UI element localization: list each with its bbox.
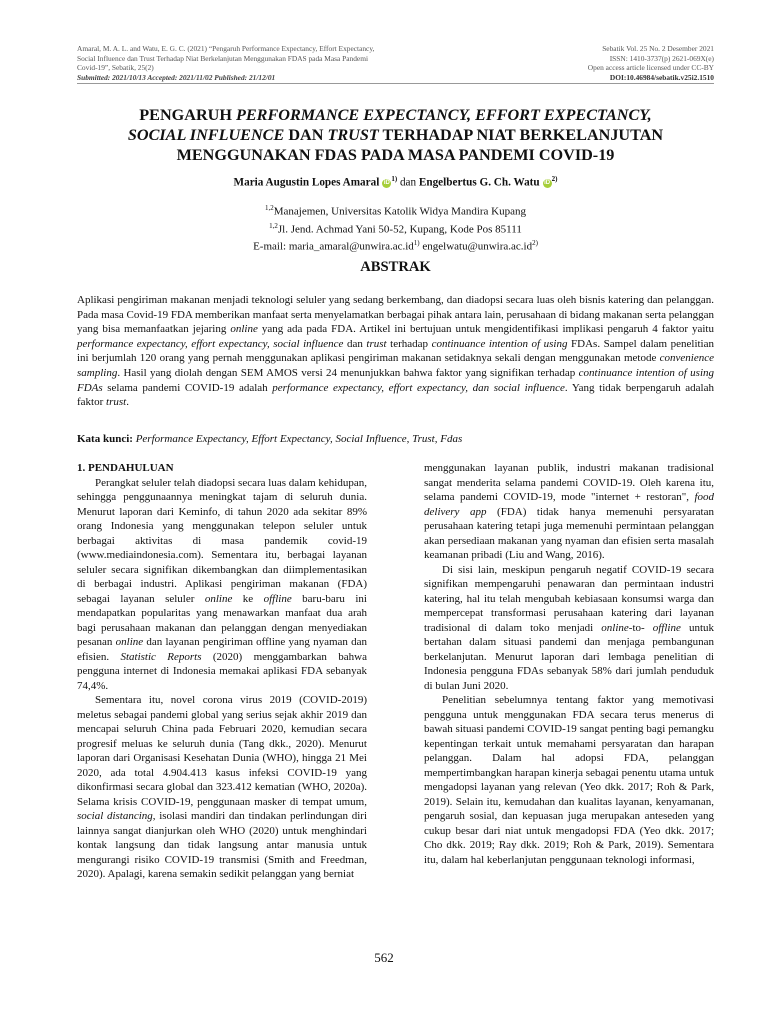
body-text: Perangkat seluler telah diadopsi secara luas dalam kehidupan, sehingga penggunaannya meningkat tajam di seluruh dunia. Menurut laporan dari Keminfo, di tahun 2020 ada sekitar 89% orang Indonesia yang menggunakan telepon seluler untuk berbagai aktivitas di masa pandemik covid-19 (www.mediaindonesia.com). Sementara itu, berbagai layanan seluler secara signifikan dikembangkan dan diimplementasikan di berbagai industri. Aplikasi pengiriman makanan (FDA) sebagai layanan seluler xyxy=(77,476,367,605)
title-text: PENGARUH xyxy=(139,106,236,124)
body-italic: social distancing xyxy=(77,810,153,822)
body-text: (FDA) tidak hanya memenuhi persyaratan perusahaan katering tetapi juga memenuhi permintaan pelanggan akan persediaan makanan yang nyaman dan efisien serta masalah keamanan pribadi (Liu and Wang, 2016). xyxy=(424,505,714,561)
affil-sup: 2) xyxy=(532,239,538,248)
paper-title xyxy=(77,105,714,165)
keywords xyxy=(77,432,714,447)
body-italic: offline xyxy=(263,592,292,605)
affil-institution: Manajemen, Universitas Katolik Widya Mandira Kupang xyxy=(273,205,527,218)
affil-sup: 1,2 xyxy=(269,221,278,230)
abstract-text: yang ada pada FDA. Artikel ini bertujuan untuk mengidentifikasi implikasi pengaruh 4 faktor yaitu xyxy=(257,323,714,336)
author-sup: 1) xyxy=(391,175,398,183)
title-text-italic: PERFORMANCE EXPECTANCY, EFFORT EXPECTANCY, xyxy=(235,106,652,124)
body-italic: online xyxy=(601,621,629,634)
abstract-text: Aplikasi pengiriman makanan menjadi teknologi seluler yang sedang berkembang, dan diadopsi secara luas oleh bisnis katering dan pelanggan. Pada masa Covid-19 FDA memberikan manfaat serta menyelamatkan berbagai pihak antara lain, perusahaan di bidang makanan serta pelanggan yang bisa memanfaatkan jejaring xyxy=(77,294,714,336)
right-column xyxy=(424,461,714,867)
left-column xyxy=(77,461,367,882)
body-text: menggunakan layanan publik, industri makanan tradisional sangat menderita selama pandemi COVID-19. Oleh karena itu, selama pandemi COVID-19, mode "internet + restoran", xyxy=(424,462,714,503)
orcid-icon[interactable]: iD xyxy=(383,179,390,186)
abstract-italic: online xyxy=(230,323,258,336)
abstract-text: FDAs. Sampel dalam penelitian ini berjumlah 120 orang yang pernah menggunakan aplikasi pengiriman makanan setidaknya sekali dengan menggunakan metode xyxy=(77,337,714,365)
abstract-italic: trust xyxy=(366,337,387,350)
journal-issn: ISSN: 1410-3737(p) 2621-069X(e) xyxy=(609,53,714,63)
keywords-label: Kata kunci: xyxy=(77,433,136,445)
body-text: dan layanan pengiriman offline yang nyaman dan efisien. xyxy=(77,636,367,663)
body-text: Di sisi lain, meskipun pengaruh negatif COVID-19 secara signifikan mempengaruhi penawaran dan permintaan industri katering, hal itu telah mengubah kebiasaan konsumsi warga dan mempercepat transformasi perusahaan katering dari layanan tradisional di dalam toko menjadi xyxy=(424,563,714,634)
body-italic: offline xyxy=(652,621,681,634)
abstract-italic: continuance intention of using xyxy=(431,337,568,350)
citation-line: Social Influence dan Trust Terhadap Niat Berkelanjutan Menggunakan FDAS pada Masa Pandemi xyxy=(77,53,369,63)
body-text: Sementara itu, novel corona virus 2019 (COVID-2019) meletus sebagai pandemi global yang serius sejak akhir 2019 dan mencapai seluruh China pada Februari 2020, kemudian secara progresif meluas ke seluruh dunia (Tang dkk., 2020). Menurut laporan dari Organisasi Kesehatan Dunia (WHO), hingga 21 Mei 2020, ada total 4.904.413 kasus infeksi COVID-19 yang dikonfirmasi secara global dan 323.412 kematian (WHO, 2020a). Selama krisis COVID-19, penggunaan masker di tempat umum, xyxy=(77,694,367,808)
section-heading: 1. PENDAHULUAN xyxy=(77,462,174,474)
abstract-text: dan xyxy=(343,337,367,350)
citation-line: Covid-19”, Sebatik, 25(2) xyxy=(77,63,154,73)
author-name: Maria Augustin Lopes Amaral xyxy=(233,176,380,189)
citation-header xyxy=(77,44,457,82)
journal-volume: Sebatik Vol. 25 No. 2 Desember 2021 xyxy=(602,44,714,53)
body-text: untuk bertahan dalam situasi pandemi dan menjaga pembangunan berkelanjutan. Menurut laporan dari lembaga penelitian di Indonesia pengguna FDAs sebanyak 58% dari jumlah penduduk di bulan Juni 2020. xyxy=(424,621,714,692)
citation-line: Amaral, M. A. L. and Watu, E. G. C. (2021) “Pengaruh Performance Expectancy, Effort Expectancy, xyxy=(77,44,375,53)
abstract-text: terhadap xyxy=(386,337,432,350)
header-divider xyxy=(77,83,714,84)
affil-sup: 1,2 xyxy=(264,204,274,212)
author-conjunction: dan xyxy=(399,176,417,189)
title-text-italic: TRUST xyxy=(327,126,379,144)
abstract-italic: continuance intention of using FDAs xyxy=(77,366,714,394)
body-paragraph xyxy=(424,461,714,563)
affil-sup: 1) xyxy=(413,239,420,248)
abstract-body xyxy=(77,293,714,410)
abstract-italic: performance expectancy, effort expectancy, dan social influence xyxy=(272,381,565,394)
orcid-icon[interactable]: iD xyxy=(544,179,551,186)
body-text: , isolasi mandiri dan tindakan perlindungan diri lainnya sangat dianjurkan oleh WHO (2020) untuk menghindari kontak langsung dan tidak langsung antar manusia untuk mengurangi risiko COVID-19 transmisi (Smith and Freedman, 2020). Apalagi, karena semakin sedikit pelanggan yang berniat xyxy=(77,810,368,880)
body-italic: online xyxy=(204,592,233,605)
abstract-text: . xyxy=(126,396,129,409)
affil-address: Jl. Jend. Achmad Yani 50-52, Kupang, Kode Pos 85111 xyxy=(277,223,522,236)
body-text: ke xyxy=(232,592,264,605)
body-paragraph xyxy=(77,693,367,882)
keywords-value: Performance Expectancy, Effort Expectancy, Social Influence, Trust, Fdas xyxy=(135,433,463,445)
author-name: Engelbertus G. Ch. Watu xyxy=(418,176,540,189)
body-italic: Statistic Reports xyxy=(120,650,202,663)
abstract-italic: trust xyxy=(106,396,127,409)
submission-dates: Submitted: 2021/10/13 Accepted: 2021/11/02 Published: 21/12/01 xyxy=(77,72,276,82)
body-text: baru-baru ini mendapatkan popularitas yang menawarkan manfaat dua arah bagi perusahaan makanan dan pelanggan dengan menyediakan pesanan xyxy=(77,592,367,648)
title-text: DAN xyxy=(284,126,328,144)
abstract-italic: performance expectancy, effort expectancy, social influence xyxy=(77,337,344,350)
abstract-text: . Hasil yang diolah dengan SEM AMOS versi 24 menunjukkan bahwa faktor yang signifikan terhadap xyxy=(117,366,579,379)
affil-email[interactable]: E-mail: maria_amaral@unwira.ac.id xyxy=(253,240,414,253)
abstract-heading: ABSTRAK xyxy=(360,259,431,275)
body-paragraph xyxy=(424,563,714,694)
body-italic: food delivery app xyxy=(424,491,714,518)
title-text: MENGGUNAKAN FDAS PADA MASA PANDEMI COVID-19 xyxy=(176,146,615,164)
license-note: Open access article licensed under CC-BY xyxy=(587,63,714,73)
doi-link[interactable]: DOI:10.46984/sebatik.v25i2.1510 xyxy=(609,72,714,82)
abstract-text: selama pandemi COVID-19 adalah xyxy=(102,381,273,394)
title-text-italic: SOCIAL INFLUENCE xyxy=(127,126,285,144)
journal-header xyxy=(454,44,714,82)
abstract-italic: convenience sampling xyxy=(77,352,714,379)
body-text: -to- xyxy=(628,621,653,634)
abstract-text: . Yang tidak berpengaruh adalah faktor xyxy=(77,381,714,409)
body-paragraph xyxy=(77,476,367,694)
affil-email[interactable]: engelwatu@unwira.ac.id xyxy=(419,240,533,253)
body-text: (2020) menggambarkan bahwa pengguna internet di Indonesia memakai aplikasi FDA sebanyak 74,4%. xyxy=(77,650,367,692)
affiliation-block xyxy=(77,201,714,254)
page-number: 562 xyxy=(374,950,394,965)
body-italic: online xyxy=(115,636,144,648)
author-sup: 2) xyxy=(551,175,558,183)
body-paragraph: Penelitian sebelumnya tentang faktor yang memotivasi pengguna untuk menggunakan FDA secara terus menerus di bawah situasi pandemi COVID-19 sangat penting bagi pemangku kepentingan terkait untuk memahami persyaratan dan harapan pelanggan. Dalam hal adopsi FDA, pelanggan mempertimbangkan harapan kinerja sebagai penentu utama untuk mengadopsi layanan yang relevan (Yeo dkk. 2017; Roh & Park, 2019). Selain itu, kemudahan dan kualitas layanan, kenyamanan, pengaruh sosial, dan kepuasan juga merupakan anteseden yang cukup besar dari niat untuk mengadopsi FDA (Yeo dkk. 2017; Cho dkk. 2019; Ray dkk. 2019; Roh & Park, 2019). Sementara itu, dalam hal keberlanjutan penggunaan teknologi informasi, xyxy=(424,694,714,866)
author-line xyxy=(77,175,714,189)
title-text: TERHADAP NIAT BERKELANJUTAN xyxy=(378,126,664,144)
